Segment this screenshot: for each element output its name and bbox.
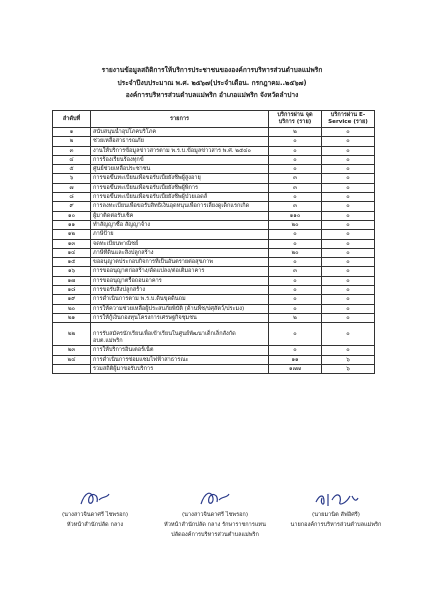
row-item: การขอขึ้นทะเบียนเพื่อขอรับเบี้ยยังชีพผู้สูงอายุ [91,174,269,183]
row-counter-count: ๐ [269,239,322,248]
signature-block-2 [150,488,280,540]
total-counter: ๑๗๗ [269,364,322,373]
report-title-block [40,64,384,102]
row-counter-count: ๐ [269,276,322,285]
row-counter-count: ๓ [269,174,322,183]
row-no: ๑๓ [53,239,91,248]
row-counter-count: ๐ [269,286,322,295]
table-header-row [53,111,375,128]
row-no: ๑๔ [53,248,91,257]
row-counter-count: ๐ [269,137,322,146]
row-item: การร้องเรียนร้องทุกข์ [91,155,269,164]
row-item: ทำสัญญาซื้อ สัญญาจ้าง [91,220,269,229]
row-counter-count: ๐ [269,146,322,155]
handwritten-signature-2 [195,488,235,510]
table-row [53,248,375,257]
row-item: จดทะเบียนพาณิชย์ [91,239,269,248]
row-counter-count: ๒ [269,128,322,137]
total-label: รวมสถิติผู้มาขอรับบริการ [91,364,269,373]
signatory-1-name: (นางสาวจินดาศรี ไชพรอก) [61,512,128,518]
table-total-row [53,364,375,373]
table-row [53,165,375,174]
row-eservice-count: ๐ [322,346,375,355]
row-no: ๑๑ [53,220,91,229]
row-counter-count: ๐ [269,258,322,267]
row-item: ช่วยเหลือสาธารณภัย [91,137,269,146]
row-counter-count: ๒ [269,313,322,322]
row-item: ผู้มาติดต่อรับเช็ค [91,211,269,220]
statistics-table [52,110,375,374]
row-item: การขอขึ้นทะเบียนเพื่อขอรับเบี้ยยังชีพผู้พิการ [91,183,269,192]
row-eservice-count: ๐ [322,202,375,211]
row-eservice-count: ๐ [322,267,375,276]
row-eservice-count: ๐ [322,211,375,220]
row-counter-count: ๒๐ [269,220,322,229]
row-counter-count: ๐ [269,165,322,174]
row-counter-count: ๐ [269,295,322,304]
row-item: การขอขึ้นทะเบียนเพื่อขอรับเบี้ยยังชีพผู้ป่วยเอดส์ [91,193,269,202]
report-title: รายงานข้อมูลสถิติการให้บริการประชาชนขององค์การบริหารส่วนตำบลแม่พริก [101,66,323,74]
signature-block-3 [280,488,392,530]
table-row [53,258,375,267]
row-item: การรับสมัครนักเรียนเพื่อเข้าเรียนในศูนย์พัฒนาเด็กเล็กสังกัด อบต.แม่พริก [91,323,269,346]
row-eservice-count: ๐ [322,146,375,155]
table-row [53,202,375,211]
row-item: การลงทะเบียนเพื่อขอรับสิทธิเงินอุดหนุนเพื่อการเลี้ยงดูเด็กแรกเกิด [91,202,269,211]
row-item: การขอรับสิ่งปลูกสร้าง [91,286,269,295]
row-no: ๒๒ [53,323,91,346]
table-body [53,128,375,365]
table-row [53,346,375,355]
table-row [53,286,375,295]
handwritten-signature-3 [312,488,360,510]
row-eservice-count: ๐ [322,248,375,257]
row-item: การให้ความช่วยเหลือผู้ประสบภัยพิบัติ (ด้านพืช/ปศุสัตว์/ประมง) [91,304,269,313]
row-eservice-count: ๐ [322,220,375,229]
row-item: งานให้บริการข้อมูลข่าวสารตาม พ.ร.บ.ข้อมูลข่าวสาร พ.ศ. ๒๕๔๐ [91,146,269,155]
row-no: ๗ [53,183,91,192]
table-row [53,174,375,183]
row-eservice-count: ๐ [322,128,375,137]
table-row [53,267,375,276]
row-counter-count: ๒๐ [269,248,322,257]
table-row [53,276,375,285]
row-eservice-count: ๐ [322,295,375,304]
signatory-1-role: หัวหน้าสำนักปลัด กลาง [66,522,124,528]
signature-block-1 [40,488,150,530]
header-counter-service: บริการผ่าน จุดบริการ (ราย) [269,111,322,128]
table-row [53,323,375,346]
table-row [53,137,375,146]
table-row [53,193,375,202]
row-no: ๒๓ [53,346,91,355]
row-eservice-count: ๐ [322,183,375,192]
row-item: การขออนุญาตรื้อถอนอาคาร [91,276,269,285]
row-no: ๑๗ [53,276,91,285]
row-item: สนับสนุนน้ำอุปโภคบริโภค [91,128,269,137]
row-eservice-count: ๐ [322,155,375,164]
row-no: ๕ [53,165,91,174]
row-no: ๒๑ [53,313,91,322]
row-item: ขออนุญาตประกอบกิจการที่เป็นอันตรายต่อสุขภาพ [91,258,269,267]
row-no: ๒๐ [53,304,91,313]
table-row [53,313,375,322]
row-counter-count: ๓ [269,267,322,276]
row-eservice-count: ๐ [322,193,375,202]
row-no: ๘ [53,193,91,202]
header-eservice: บริการผ่าน E-Service (ราย) [322,111,375,128]
table-row [53,183,375,192]
signatory-3-name: (นายมานิต สัฟอิศรี) [312,512,360,518]
row-item: ภาษีที่ดินและสิ่งปลูกสร้าง [91,248,269,257]
table-row [53,155,375,164]
row-no: ๑๒ [53,230,91,239]
signatory-2-role: หัวหน้าสำนักปลัด กลาง รักษาราชการแทน [164,522,266,528]
table-row [53,295,375,304]
row-no: ๑๕ [53,258,91,267]
row-item: การให้บริการอินเตอร์เน็ต [91,346,269,355]
row-no: ๑๘ [53,286,91,295]
signatory-2-role-line2: ปลัดองค์การบริหารส่วนตำบลแม่พริก [171,532,259,538]
table-row [53,146,375,155]
row-no: ๑ [53,128,91,137]
row-eservice-count: ๐ [322,313,375,322]
row-counter-count: ๐ [269,323,322,346]
row-no: ๑๐ [53,211,91,220]
row-eservice-count: ๐ [322,323,375,346]
report-period: ประจำปีงบประมาณ พ.ศ. ๒๕๖๗(ประจำเดือน. กรกฎาคม..๒๕๖๗) [117,78,307,87]
row-item: การดำเนินการตาม พ.ร.บ.ดินขุดดินถม [91,295,269,304]
row-counter-count: ๓ [269,202,322,211]
row-eservice-count: ๖ [322,355,375,364]
table-row [53,304,375,313]
signatory-3-role: นายกองค์การบริหารส่วนตำบลแม่พริก [290,522,382,528]
table-row [53,230,375,239]
total-eservice: ๖ [322,364,375,373]
row-item: การให้กู้เงินกองทุนโครงการเศรษฐกิจชุมชน [91,313,269,322]
table-row [53,211,375,220]
row-no: ๖ [53,174,91,183]
row-eservice-count: ๐ [322,304,375,313]
row-counter-count: ๐ [269,304,322,313]
row-eservice-count: ๐ [322,239,375,248]
row-eservice-count: ๐ [322,276,375,285]
row-counter-count: ๐ [269,346,322,355]
report-organization: องค์การบริหารส่วนตำบลแม่พริก อำเภอแม่พริก จังหวัดลำปาง [125,91,299,99]
row-no: ๒ [53,137,91,146]
row-counter-count: ๐ [269,193,322,202]
row-eservice-count: ๐ [322,286,375,295]
row-eservice-count: ๐ [322,258,375,267]
row-counter-count: ๐ [269,155,322,164]
row-eservice-count: ๐ [322,174,375,183]
total-no-cell [53,364,91,373]
row-item: การขออนุญาตก่อสร้าง/ดัดแปลง/ต่อเติมอาคาร [91,267,269,276]
row-item: ศูนย์ช่วยเหลือประชาชน [91,165,269,174]
table-row [53,239,375,248]
row-item: ภาษีป้าย [91,230,269,239]
header-item: รายการ [91,111,269,128]
row-counter-count: ๐ [269,230,322,239]
table-row [53,355,375,364]
row-no: ๑๙ [53,295,91,304]
handwritten-signature-1 [75,488,115,510]
table-row [53,220,375,229]
row-no: ๙ [53,202,91,211]
row-no: ๒๔ [53,355,91,364]
row-no: ๑๖ [53,267,91,276]
row-counter-count: ๓ [269,183,322,192]
row-counter-count: ๑๑๐ [269,211,322,220]
signatory-2-name: (นางสาวจินดาศรี ไชพรอก) [181,512,248,518]
row-no: ๓ [53,146,91,155]
table-row [53,128,375,137]
row-counter-count: ๑๑ [269,355,322,364]
header-no: ลำดับที่ [53,111,91,128]
row-eservice-count: ๐ [322,137,375,146]
row-eservice-count: ๐ [322,230,375,239]
row-eservice-count: ๐ [322,165,375,174]
row-item: การดำเนินการซ่อมแซมไฟฟ้าสาธารณะ [91,355,269,364]
row-no: ๔ [53,155,91,164]
